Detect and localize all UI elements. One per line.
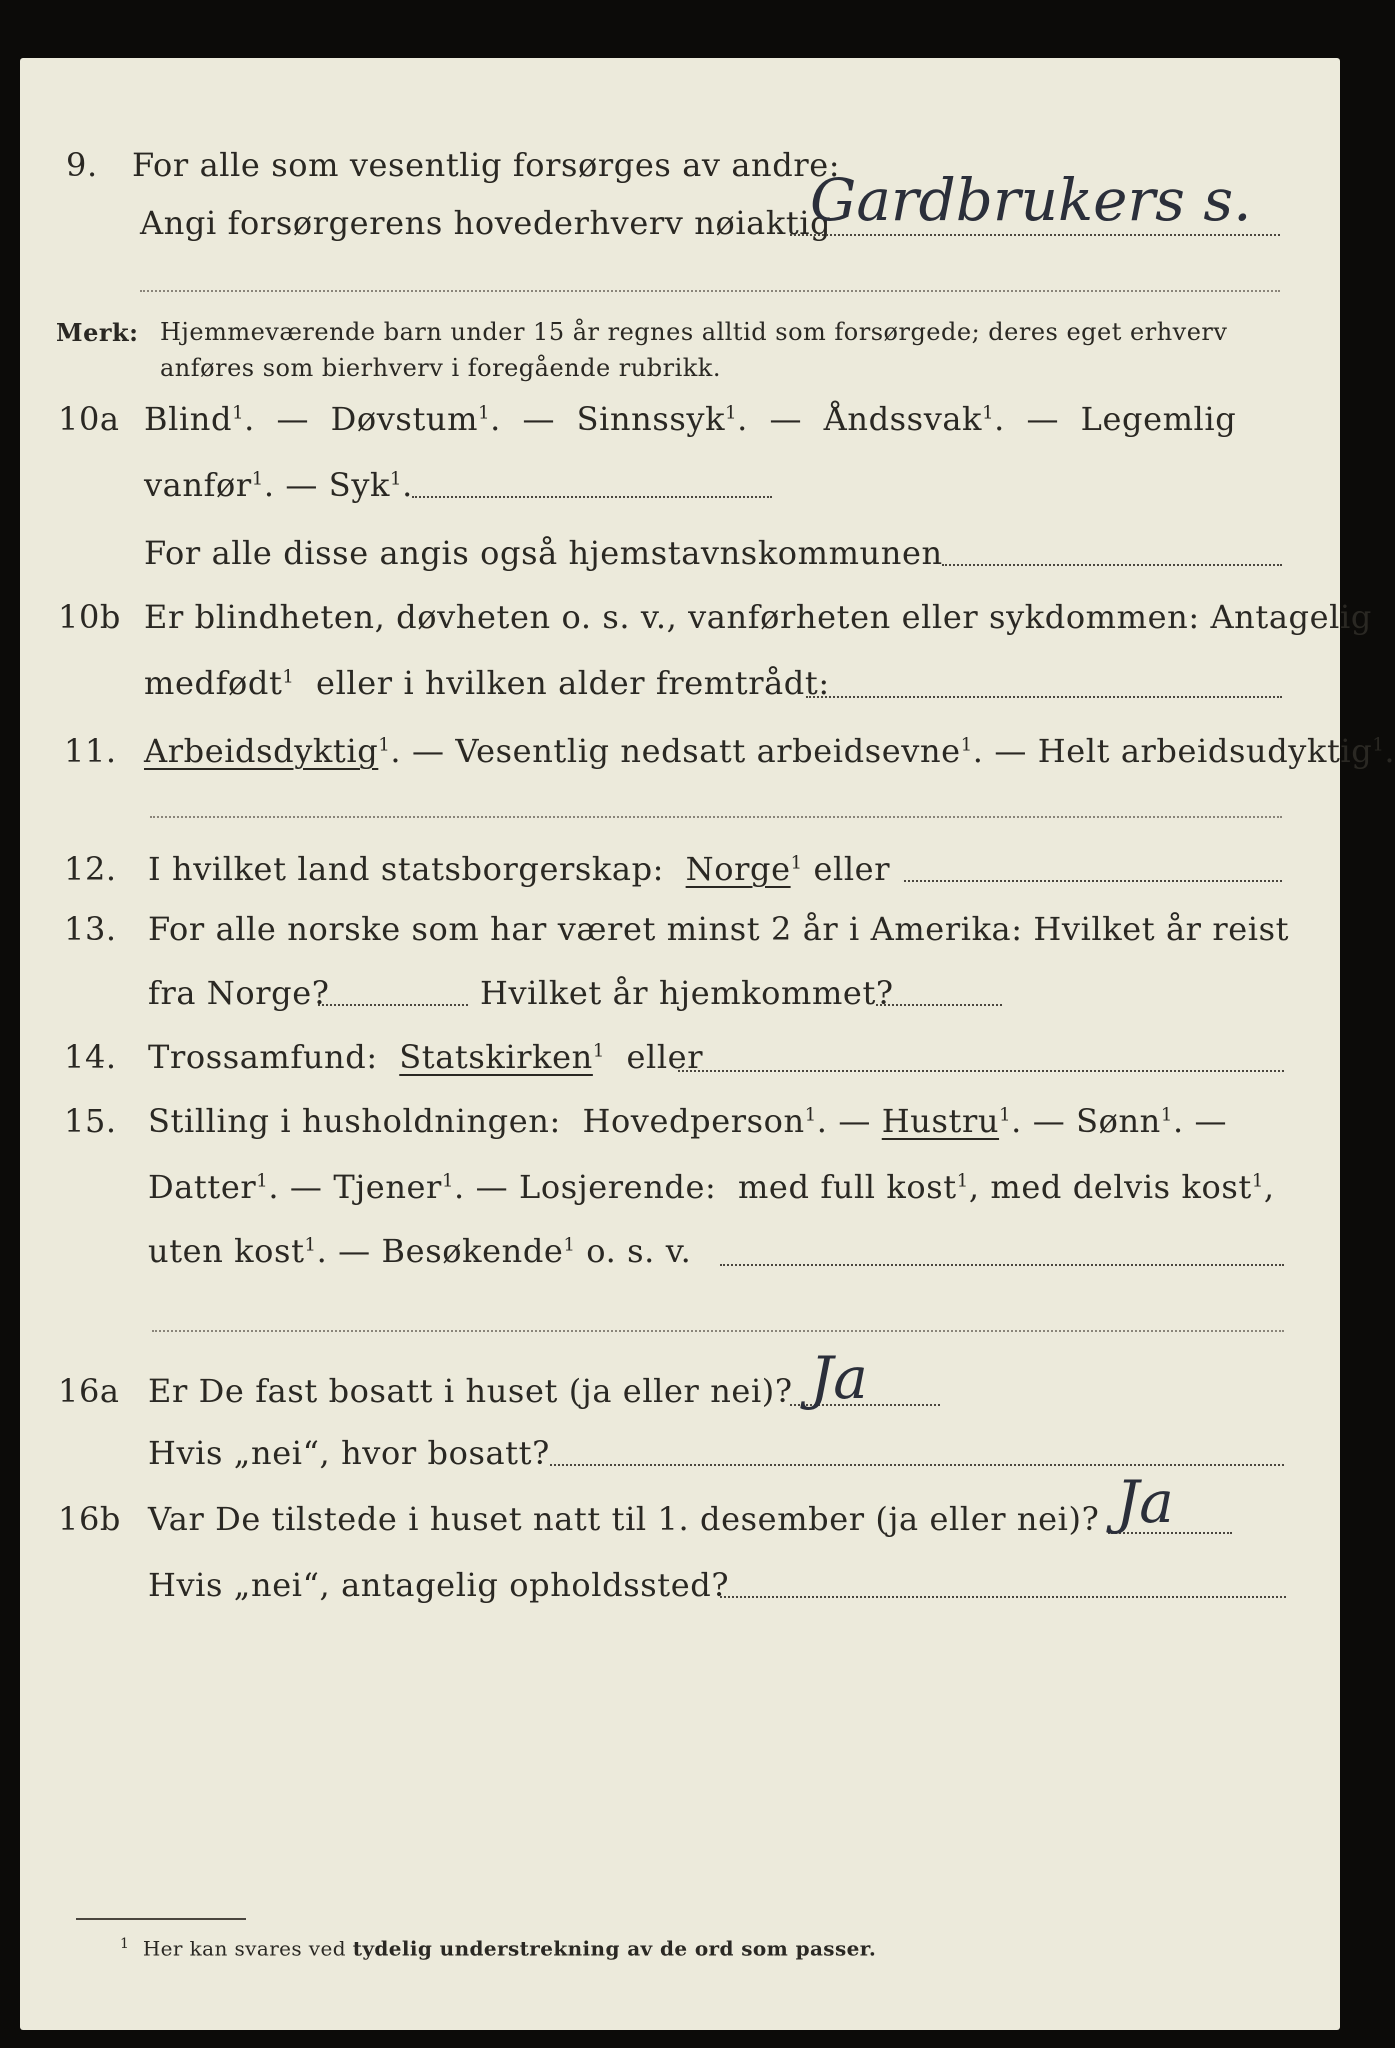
option-statskirken-underlined: Statskirken	[399, 1038, 593, 1076]
option-arbeidsdyktig-underlined: Arbeidsdyktig	[144, 732, 379, 770]
census-form-sheet: 9. For alle som vesentlig forsørges av andre: Angi forsørgerens hovederhverv nøiaktig Gardbrukers s. Merk: Hjemmeværende barn under 15 år regnes alltid som forsørgede; deres eget erhverv anføres som bierhverv i foregående rubrikk. 10a Blind$^1$. — Døvstum$^1$. — Sinnssyk$^1$. — Åndssvak$^1$. — Legemlig vanfør$^1$. — Syk$^1$. For alle disse angis også hjemstavnskommunen 10b Er blindheten, døvheten o. s. v., vanførheten eller sykdommen: Antagelig medfødt$^1$ eller i hvilken alder fremtrådt: 11. Arbeidsdyktig$^1$. — Vesentlig nedsatt arbeidsevne$^1$. — Helt arbeidsudyktig$^1$. 12. I hvilket land statsborgerskap: Norge$^1$ eller 13. For alle norske som har været minst 2 år i Amerika: Hvilket år reist fra Norge? Hvilket år hjemkommet? 14. Trossamfund: Statskirken$^1$ eller 15. Stilling i husholdningen: Hovedperson$^1$. — Hustru$^1$. — Sønn$^1$. — Datter$^1$. — Tjener$^1$. — Losjerende: med full kost$^1$, med delvis kost$^1$, uten kost$^1$. — Besøkende$^1$ o. s. v. 16a Er De fast bosatt i huset (ja eller nei)? Ja Hvis „nei“, hvor bosatt? 16b Var De tilstede i huset natt til 1. desember (ja eller nei)? Ja Hvis „nei“, antagelig opholdssted? $^1$ Her kan svares ved tydelig understrekning av de ord som passer.	[20, 58, 1340, 2030]
merk-line1: Hjemmeværende barn under 15 år regnes alltid som forsørgede; deres eget erhverv	[160, 318, 1228, 346]
q16b-handwritten-answer: Ja	[1116, 1468, 1174, 1536]
q16a-bosatt-line	[550, 1464, 1284, 1466]
q9-text2: Angi forsørgerens hovederhverv nøiaktig	[140, 204, 832, 242]
q13-hjemkommet-line	[876, 1004, 1002, 1006]
q9-text: For alle som vesentlig forsørges av andre:	[132, 146, 841, 184]
q14-eller-line	[678, 1070, 1284, 1072]
option-dovstum: Døvstum	[330, 400, 479, 438]
q15-osv-line	[720, 1264, 1284, 1266]
q10a-hjemstavn-line	[942, 564, 1282, 566]
q9-handwritten-answer: Gardbrukers s.	[810, 166, 1252, 234]
option-vanfor: vanfør	[144, 466, 252, 504]
q16b-opholdssted-line	[720, 1596, 1286, 1598]
q12-eller-line	[904, 880, 1282, 882]
option-legemlig: Legemlig	[1080, 400, 1237, 438]
footnote-rule	[76, 1918, 246, 1920]
q10a-syk-line	[412, 496, 772, 498]
q16a-handwritten-answer: Ja	[810, 1344, 868, 1412]
option-hustru-underlined: Hustru	[881, 1102, 1000, 1140]
q15-blank-line	[152, 1330, 1284, 1332]
option-syk: Syk	[328, 466, 390, 504]
q9-answer-line	[790, 234, 1280, 236]
merk-line2: anføres som bierhverv i foregående rubrikk.	[160, 354, 721, 382]
q13-reist-line	[318, 1004, 468, 1006]
option-sinnssyk: Sinnssyk	[576, 400, 726, 438]
q10a-options: Blind$^1$. — Døvstum$^1$. — Sinnssyk$^1$. — Åndssvak$^1$. — Legemlig	[144, 400, 1237, 438]
merk-label: Merk:	[56, 318, 139, 347]
q9-number: 9.	[66, 146, 98, 184]
footnote: $^1$ Her kan svares ved tydelig understrekning av de ord som passer.	[120, 1936, 877, 1961]
option-andssvak: Åndssvak	[823, 400, 983, 438]
q10a-number: 10a	[58, 400, 120, 438]
q10b-alder-line	[806, 696, 1282, 698]
option-norge-underlined: Norge	[685, 850, 791, 888]
q9-blank-line	[140, 290, 1280, 292]
option-blind: Blind	[144, 400, 233, 438]
q11-blank-line	[150, 816, 1282, 818]
